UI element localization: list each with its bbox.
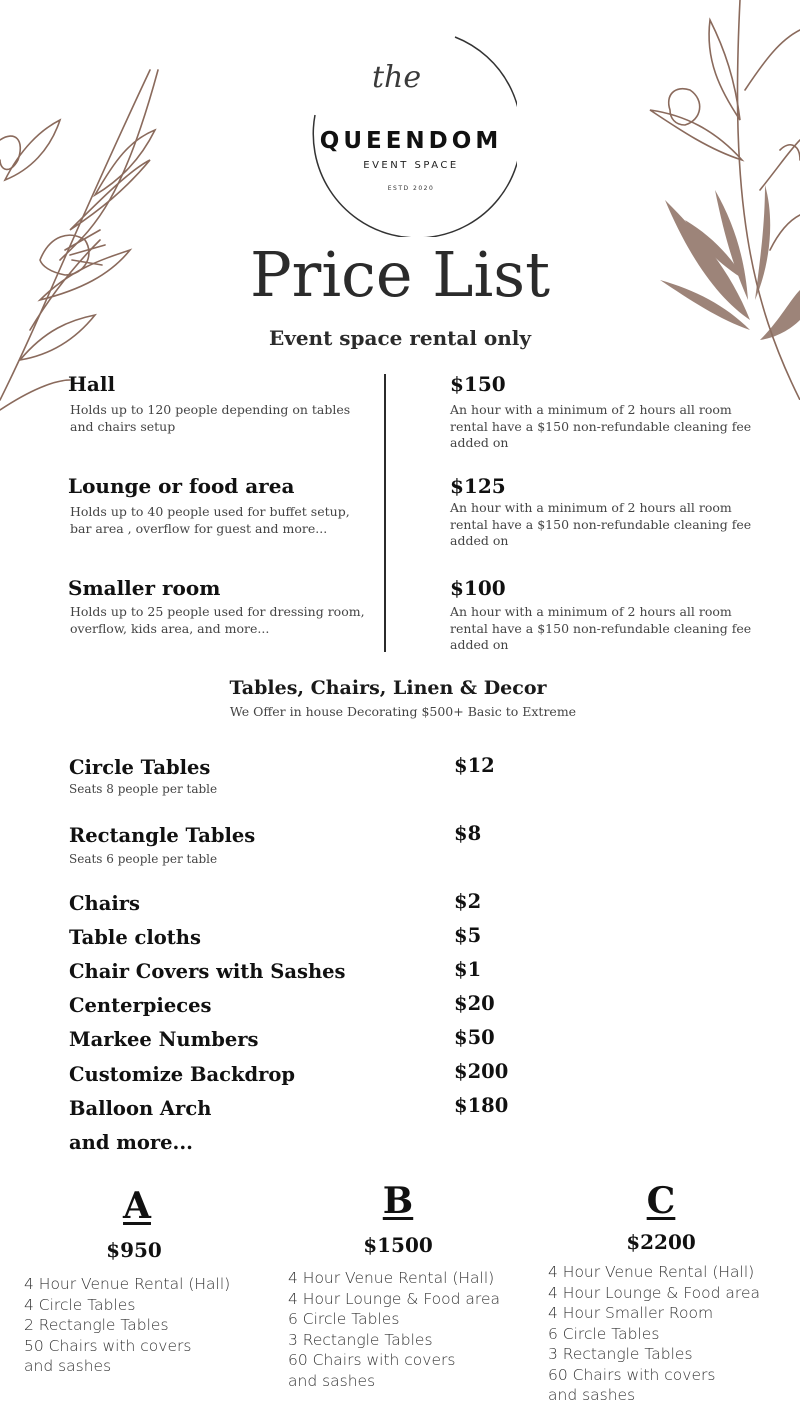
package-item: 2 Rectangle Tables xyxy=(24,1316,169,1334)
package-letter-c: C xyxy=(646,1180,676,1222)
package-item: and sashes xyxy=(548,1386,636,1404)
package-item: 4 Hour Lounge & Food area xyxy=(288,1289,500,1308)
package-item: 4 Hour Lounge & Food area xyxy=(548,1283,760,1302)
package-list-a xyxy=(24,1274,230,1377)
room-price-lounge: $125 xyxy=(450,474,506,498)
package-item: 4 Hour Venue Rental (Hall) xyxy=(24,1275,231,1293)
package-list-b xyxy=(288,1268,500,1391)
package-item: 4 Hour Smaller Room xyxy=(548,1304,714,1322)
package-item: 6 Circle Tables xyxy=(288,1310,400,1328)
page-subtitle: Event space rental only xyxy=(268,326,532,350)
extra-item-name: Customize Backdrop xyxy=(69,1063,296,1086)
package-list-c xyxy=(548,1262,760,1406)
extra-item-price: $12 xyxy=(454,754,495,777)
package-price-c: $2200 xyxy=(626,1230,696,1254)
extra-item-price: $180 xyxy=(454,1094,509,1117)
room-name-hall: Hall xyxy=(68,372,116,396)
extra-item-sub: Seats 6 people per table xyxy=(69,852,218,866)
logo-established: ESTD 2020 xyxy=(387,185,435,192)
extra-item-price: $20 xyxy=(454,992,495,1015)
package-price-b: $1500 xyxy=(363,1233,433,1257)
package-item: 4 Circle Tables xyxy=(24,1295,136,1314)
package-letter-b: B xyxy=(382,1180,414,1222)
package-item: 50 Chairs with covers xyxy=(24,1336,192,1355)
room-note-hall: An hour with a minimum of 2 hours all room rental have a $150 non-refundable cleaning fee added on xyxy=(450,402,752,450)
package-item: 4 Hour Venue Rental (Hall) xyxy=(288,1269,495,1287)
extra-item-name: Chair Covers with Sashes xyxy=(69,960,346,983)
extra-item-name: Balloon Arch xyxy=(69,1097,212,1120)
extras-subtitle: We Offer in house Decorating $500+ Basic to Extreme xyxy=(229,704,577,719)
room-price-hall: $150 xyxy=(450,372,506,396)
extra-item-price: $1 xyxy=(454,958,482,981)
package-item: 6 Circle Tables xyxy=(548,1324,660,1343)
logo-script: the xyxy=(372,60,422,95)
room-desc-lounge: Holds up to 40 people used for buffet setup, bar area , overflow for guest and more... xyxy=(70,504,350,536)
extra-item-price: $5 xyxy=(454,924,482,947)
logo-subtitle: EVENT SPACE xyxy=(363,160,459,171)
extra-item-price: $200 xyxy=(454,1060,509,1083)
extra-item-name: Table cloths xyxy=(69,926,201,949)
extra-item-name: Centerpieces xyxy=(69,994,212,1017)
package-item: 60 Chairs with covers xyxy=(548,1365,716,1384)
extra-item-name: Rectangle Tables xyxy=(69,824,256,847)
room-desc-hall: Holds up to 120 people depending on tables and chairs setup xyxy=(70,402,351,434)
room-price-smaller: $100 xyxy=(450,576,506,600)
column-divider xyxy=(384,374,386,652)
extra-item-name: Circle Tables xyxy=(69,756,211,779)
package-item: and sashes xyxy=(288,1371,376,1390)
extra-item-name: Markee Numbers xyxy=(69,1028,259,1051)
package-item: 3 Rectangle Tables xyxy=(288,1330,433,1349)
room-note-smaller: An hour with a minimum of 2 hours all room rental have a $150 non-refundable cleaning fee added on xyxy=(450,604,752,652)
extra-item-price: $2 xyxy=(454,890,482,913)
room-name-smaller: Smaller room xyxy=(68,576,221,600)
room-desc-smaller: Holds up to 25 people used for dressing room, overflow, kids area, and more... xyxy=(70,604,365,636)
extras-title: Tables, Chairs, Linen & Decor xyxy=(229,677,547,699)
room-note-lounge: An hour with a minimum of 2 hours all room rental have a $150 non-refundable cleaning fee added on xyxy=(450,500,752,548)
logo-name: QUEENDOM xyxy=(319,128,503,154)
extra-item-name: Chairs xyxy=(69,892,140,915)
package-item: 60 Chairs with covers xyxy=(288,1351,456,1369)
package-item: and sashes xyxy=(24,1357,112,1375)
extra-item-name: and more... xyxy=(69,1131,193,1154)
package-item: 3 Rectangle Tables xyxy=(548,1345,693,1363)
room-name-lounge: Lounge or food area xyxy=(68,474,295,498)
package-item: 4 Hour Venue Rental (Hall) xyxy=(548,1263,755,1281)
extra-item-price: $50 xyxy=(454,1026,495,1049)
package-price-a: $950 xyxy=(106,1238,162,1262)
extra-item-sub: Seats 8 people per table xyxy=(69,782,218,796)
page-title: Price List xyxy=(249,238,551,311)
package-letter-a: A xyxy=(123,1185,151,1227)
extra-item-price: $8 xyxy=(454,822,482,845)
